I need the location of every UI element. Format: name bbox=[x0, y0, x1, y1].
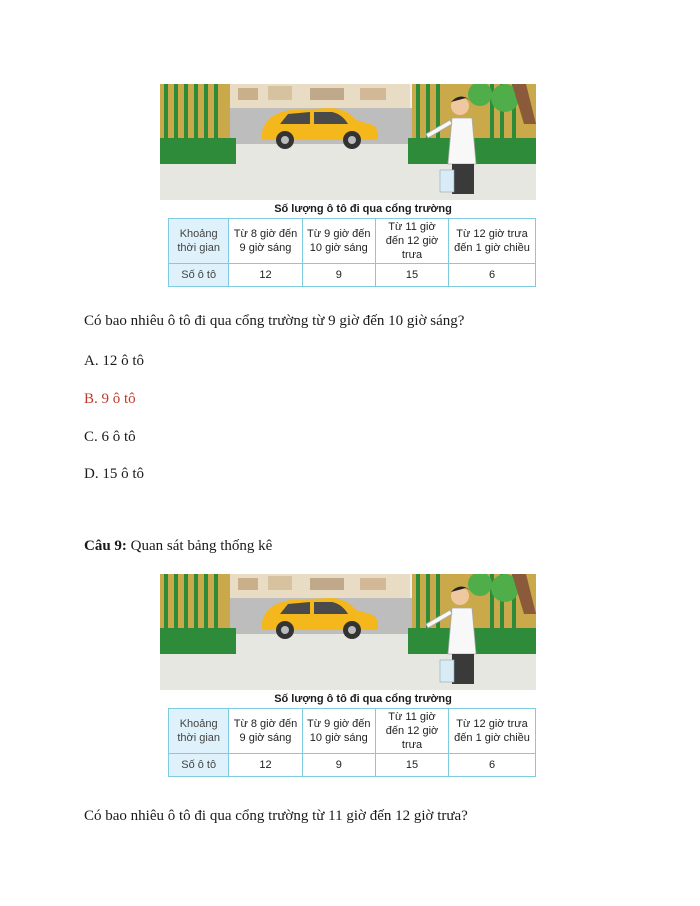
column-header: Từ 12 giờ trưa đến 1 giờ chiều bbox=[449, 709, 536, 754]
option-b-correct: B. 9 ô tô bbox=[84, 391, 136, 407]
column-header: Từ 11 giờ đến 12 giờ trưa bbox=[375, 219, 448, 264]
row-header-count: Số ô tô bbox=[169, 754, 229, 777]
school-gate-illustration-svg bbox=[160, 84, 536, 200]
school-gate-illustration-svg bbox=[160, 574, 536, 690]
column-header: Từ 12 giờ trưa đến 1 giờ chiều bbox=[449, 219, 536, 264]
left-fence-icon bbox=[160, 84, 236, 164]
school-gate-illustration bbox=[160, 574, 536, 690]
question-8-text: Có bao nhiêu ô tô đi qua cổng trường từ 9 giờ đến 10 giờ sáng? bbox=[84, 313, 465, 329]
question-9-intro: Quan sát bảng thống kê bbox=[126, 538, 273, 554]
statistics-figure-repeat bbox=[160, 574, 536, 777]
table-row bbox=[169, 219, 536, 264]
table-cell: 12 bbox=[229, 264, 302, 287]
column-header: Từ 9 giờ đến 10 giờ sáng bbox=[302, 219, 375, 264]
option-d: D. 15 ô tô bbox=[84, 466, 144, 482]
table-row bbox=[169, 709, 536, 754]
car-count-table bbox=[168, 708, 536, 777]
option-c: C. 6 ô tô bbox=[84, 429, 136, 445]
row-header-count: Số ô tô bbox=[169, 264, 229, 287]
table-caption: Số lượng ô tô đi qua cổng trường bbox=[274, 203, 452, 215]
school-gate-illustration bbox=[160, 84, 536, 200]
column-header: Từ 8 giờ đến 9 giờ sáng bbox=[229, 219, 302, 264]
table-row bbox=[169, 264, 536, 287]
row-header-period: Khoảng thời gian bbox=[169, 709, 229, 754]
question-9-label: Câu 9: bbox=[84, 538, 127, 554]
table-row bbox=[169, 754, 536, 777]
left-fence-icon bbox=[160, 574, 236, 654]
table-cell: 15 bbox=[375, 264, 448, 287]
table-cell: 12 bbox=[229, 754, 302, 777]
question-9-heading bbox=[84, 536, 272, 556]
statistics-figure bbox=[160, 84, 536, 287]
option-a: A. 12 ô tô bbox=[84, 353, 144, 369]
table-cell: 15 bbox=[375, 754, 448, 777]
row-header-period: Khoảng thời gian bbox=[169, 219, 229, 264]
car-count-table bbox=[168, 218, 536, 287]
column-header: Từ 8 giờ đến 9 giờ sáng bbox=[229, 709, 302, 754]
table-caption: Số lượng ô tô đi qua cổng trường bbox=[274, 693, 452, 705]
table-cell: 9 bbox=[302, 264, 375, 287]
table-cell: 9 bbox=[302, 754, 375, 777]
column-header: Từ 11 giờ đến 12 giờ trưa bbox=[375, 709, 448, 754]
table-cell: 6 bbox=[449, 754, 536, 777]
column-header: Từ 9 giờ đến 10 giờ sáng bbox=[302, 709, 375, 754]
question-9-text: Có bao nhiêu ô tô đi qua cổng trường từ 11 giờ đến 12 giờ trưa? bbox=[84, 808, 468, 824]
table-cell: 6 bbox=[449, 264, 536, 287]
